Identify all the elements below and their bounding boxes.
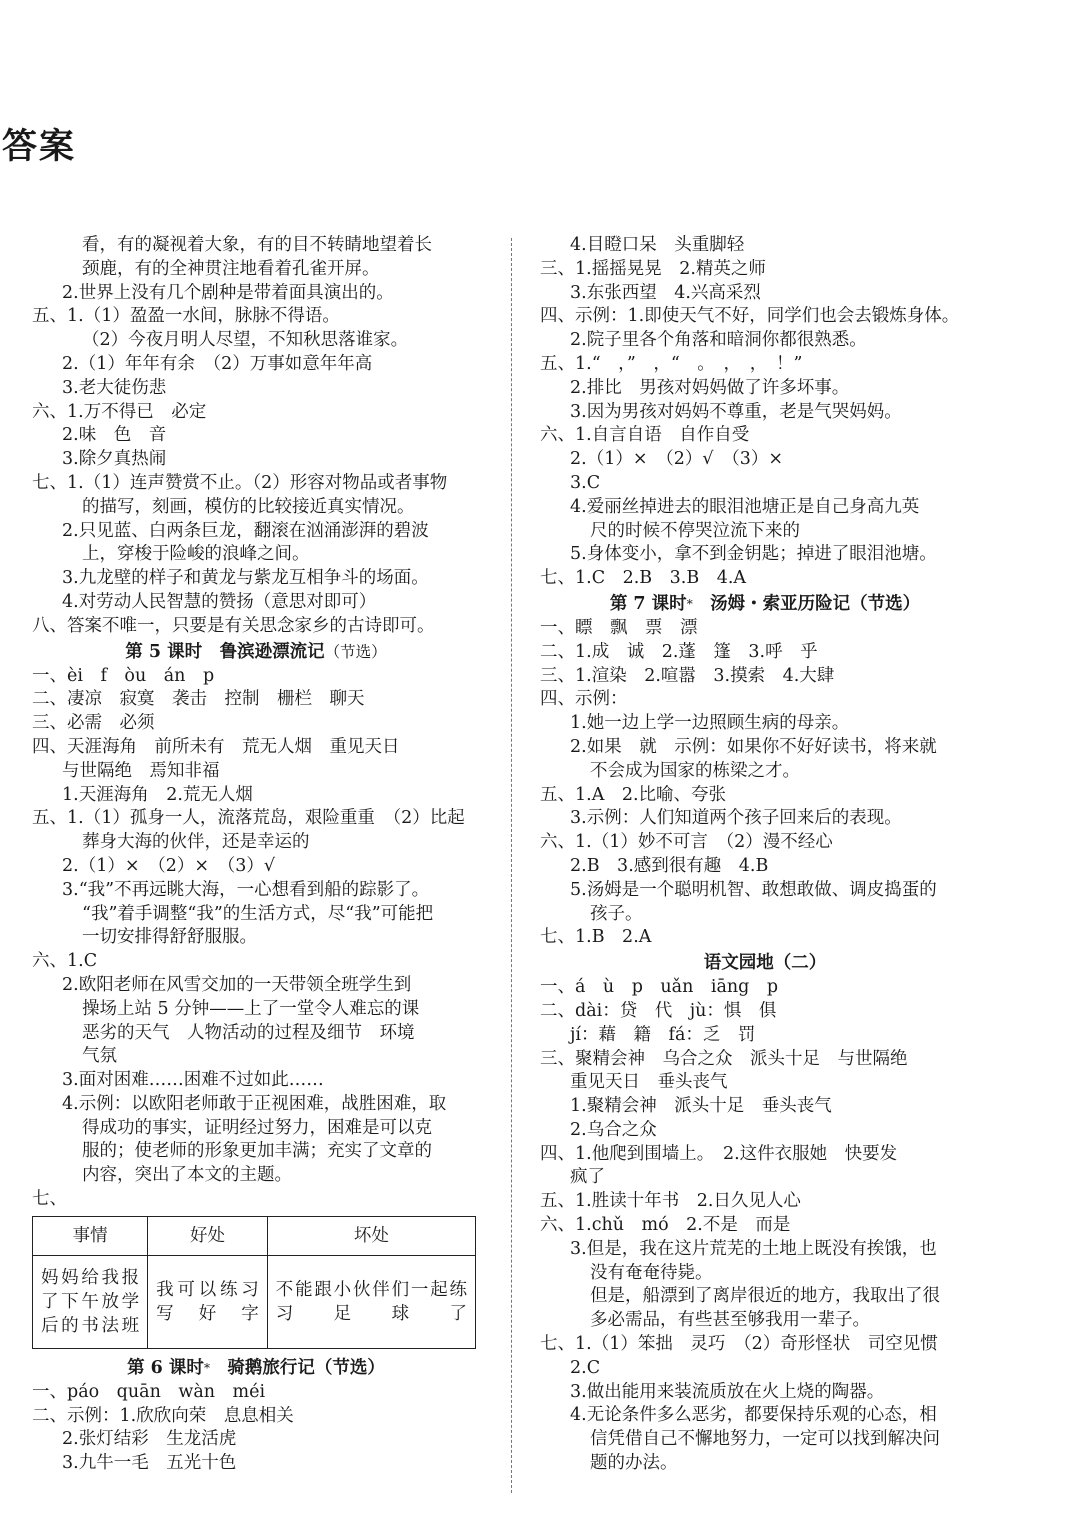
table-cell: 妈妈给我报了下午放学后的书法班 [33,1255,148,1348]
section-heading [540,591,990,617]
answer-line: 六、1.（1）妙不可言 （2）漫不经心 [540,832,833,853]
answer-line: 服的；使老师的形象更加丰满；充实了文章的 [82,1141,432,1162]
answer-line: 多必需品，有些甚至够我用一辈子。 [590,1310,870,1331]
table-cell: 我可以练习写好字 [148,1255,268,1348]
heading-star-mark: * [203,1360,210,1375]
answer-line: 二、1.成 诚 2.蓬 篷 3.呼 乎 [540,641,818,662]
answer-line: 4.示例：以欧阳老师敢于正视困难，战胜困难，取 [62,1093,447,1114]
column-divider [511,238,512,1493]
answer-line: （2）今夜月明人尽望，不知秋思落谁家。 [82,330,409,351]
answer-line: 2.院子里各个角落和暗洞你都很熟悉。 [570,330,867,351]
table-header-row [33,1216,476,1255]
answer-line: 2.排比 男孩对妈妈做了许多坏事。 [570,377,850,398]
answer-line: 5.身体变小，拿不到金钥匙；掉进了眼泪池塘。 [570,544,937,565]
answer-line: 2.（1）年年有余 （2）万事如意年年高 [62,353,373,374]
answer-line: 七、1.B 2.A [540,927,652,948]
answer-line: 三、1.摇摇晃晃 2.精英之师 [540,258,766,279]
answer-line: 2.如果 就 示例：如果你不好好读书，将来就 [570,736,937,757]
answer-line: 三、聚精会神 乌合之众 派头十足 与世隔绝 [540,1048,908,1069]
answer-line: 3.但是，我在这片荒芜的土地上既没有挨饿，也 [570,1238,937,1259]
answer-line: 3.C [570,472,601,493]
table-header-cell: 坏处 [267,1216,475,1255]
answer-line: 四、示例：1.即使天气不好，同学们也会去锻炼身体。 [540,306,960,327]
answer-line: 2.张灯结彩 生龙活虎 [62,1429,237,1450]
answer-line: 五、1.（1）盈盈一水间，脉脉不得语。 [32,306,340,327]
answer-line: 3.示例：人们知道两个孩子回来后的表现。 [570,808,902,829]
answer-line: 孩子。 [590,903,643,924]
answer-line: 六、1.万不得已 必定 [32,401,207,422]
answer-line: 一切安排得舒舒服服。 [82,927,257,948]
answer-line: 操场上站 5 分钟——上了一堂令人难忘的课 [82,998,420,1019]
answer-line: 信凭借自己不懈地努力，一定可以找到解决问 [590,1429,940,1450]
answer-line: 题的办法。 [590,1453,678,1474]
section-heading [32,639,480,665]
answer-line: 六、1.chǔ mó 2.不是 而是 [540,1215,791,1236]
answer-line: 六、1.自言自语 自作自受 [540,425,750,446]
answer-table [32,1216,476,1349]
answer-line: 2.只见蓝、白两条巨龙，翻滚在汹涌澎湃的碧波 [62,520,429,541]
answer-line: 一、瞟 飘 票 漂 [540,617,698,638]
answer-line: 3.九龙壁的样子和黄龙与紫龙互相争斗的场面。 [62,568,429,589]
answer-line: 内容，突出了本文的主题。 [82,1165,292,1186]
answer-line: 1.聚精会神 派头十足 垂头丧气 [570,1096,832,1117]
answer-line: 2.B 3.感到很有趣 4.B [570,855,769,876]
answer-line: 七、1.（1）笨拙 灵巧 （2）奇形怪状 司空见惯 [540,1334,938,1355]
answer-line: 2.乌合之众 [570,1119,657,1140]
answer-line: 3.做出能用来装流质放在火上烧的陶器。 [570,1381,885,1402]
answer-line: 上，穿梭于险峻的浪峰之间。 [82,544,310,565]
answer-line: 没有奄奄待毙。 [590,1262,713,1283]
answer-line: 1.她一边上学一边照顾生病的母亲。 [570,713,850,734]
answer-line: 疯了 [570,1167,605,1188]
answer-line: 尺的时候不停哭泣流下来的 [590,520,800,541]
answer-line: 得成功的事实，证明经过努力，困难是可以克 [82,1117,432,1138]
section-heading-lesson: 骑鹅旅行记（节选） [209,1357,385,1378]
answer-line: 3.除夕真热闹 [62,449,167,470]
answer-line: 的描写，刻画，模仿的比较接近真实情况。 [82,496,415,517]
answer-line: 3.面对困难……困难不过如此…… [62,1070,324,1091]
table-header-cell: 好处 [148,1216,268,1255]
answer-line: 4.爱丽丝掉进去的眼泪池塘正是自己身高九英 [570,496,920,517]
answer-line: 七、 [32,1189,67,1210]
answer-line: 三、1.渲染 2.喧嚣 3.摸索 4.大肆 [540,665,835,686]
answer-line: 四、示例： [540,689,628,710]
right-answer-lines [540,234,990,1476]
answer-line: 八、答案不唯一，只要是有关思念家乡的古诗即可。 [32,615,435,636]
answer-line: 5.汤姆是一个聪明机智、敢想敢做、调皮捣蛋的 [570,879,937,900]
answer-line: 四、天涯海角 前所未有 荒无人烟 重见天日 [32,736,400,757]
answer-line: 颈鹿，有的全神贯注地看着孔雀开屏。 [82,258,380,279]
section-heading-title: 第 7 课时 [609,593,687,614]
left-answer-lines-after-table [32,1355,480,1476]
answer-line: 2.欧阳老师在风雪交加的一天带领全班学生到 [62,974,412,995]
answer-line: 一、á ù p uǎn iāng p [540,977,779,998]
answer-line: “我”着手调整“我”的生活方式，尽“我”可能把 [82,903,434,924]
answer-line: 二、示例：1.欣欣向荣 息息相关 [32,1405,294,1426]
answer-line: 4.无论条件多么恶劣，都要保持乐观的心态，相 [570,1405,937,1426]
answer-line: 2.C [570,1357,601,1378]
answer-line: 五、1.（1）孤身一人，流落荒岛，艰险重重 （2）比起 [32,808,465,829]
section-heading-note: （节选） [324,642,387,661]
answer-line: 六、1.C [32,951,98,972]
section-heading-lesson: 汤姆・索亚历险记（节选） [692,593,921,614]
answer-line: 3.九牛一毛 五光十色 [62,1453,237,1474]
answer-line: 2.世界上没有几个剧种是带着面具演出的。 [62,282,394,303]
section-heading-title: 第 5 课时 鲁滨逊漂流记 [125,641,325,662]
section-heading-title: 第 6 课时 [127,1357,204,1378]
left-answer-lines [32,234,480,1212]
left-column [32,234,480,1476]
answer-line: 4.对劳动人民智慧的赞扬（意思对即可） [62,591,377,612]
answer-line: 三、必需 必须 [32,713,155,734]
section-heading [32,1355,480,1381]
answer-line: 2.（1）× （2）× （3）√ [62,855,276,876]
section-heading [540,950,990,976]
answer-line: 一、páo quān wàn méi [32,1381,266,1402]
answer-line: 2.（1）× （2）√ （3）× [570,449,784,470]
answer-line: 3.老大徒伤悲 [62,377,167,398]
answer-line: 与世隔绝 焉知非福 [62,760,220,781]
answer-line: 四、1.他爬到围墙上。 2.这件衣服她 快要发 [540,1143,898,1164]
answer-line: 一、èi f òu án p [32,665,215,686]
answer-line: 二、凄凉 寂寞 袭击 控制 栅栏 聊天 [32,689,365,710]
answer-line: 二、dài：贷 代 jù：惧 俱 [540,1000,777,1021]
page-title: 答案 [2,127,77,167]
heading-star-mark: * [686,596,693,611]
answer-line: 3.因为男孩对妈妈不尊重，老是气哭妈妈。 [570,401,902,422]
answer-line: 1.天涯海角 2.荒无人烟 [62,784,253,805]
answer-line: 3.“我”不再远眺大海，一心想看到船的踪影了。 [62,879,430,900]
section-heading-title: 语文园地（二） [703,953,827,974]
answer-line: 气氛 [82,1046,117,1067]
answer-line: jí：藉 籍 fá：乏 罚 [570,1024,756,1045]
answer-line: 重见天日 垂头丧气 [570,1072,728,1093]
answer-line: 2.味 色 音 [62,425,167,446]
answer-line: 五、1.“ ，” ，“ 。 ， ， ！” [540,353,803,374]
answer-line: 七、1.（1）连声赞赏不止。（2）形容对物品或者事物 [32,472,448,493]
answer-line: 葬身大海的伙伴，还是幸运的 [82,832,310,853]
answer-line: 五、1.胜读十年书 2.日久见人心 [540,1191,801,1212]
answer-line: 看，有的凝视着大象，有的目不转睛地望着长 [82,235,432,255]
table-row [33,1255,476,1348]
answer-line: 但是，船漂到了离岸很近的地方，我取出了很 [590,1286,940,1307]
answer-line: 4.目瞪口呆 头重脚轻 [570,235,745,255]
answer-line: 3.东张西望 4.兴高采烈 [570,282,761,303]
answer-line: 不会成为国家的栋梁之才。 [590,760,800,781]
right-column [540,234,990,1476]
answer-line: 五、1.A 2.比喻、夸张 [540,784,727,805]
answer-line: 七、1.C 2.B 3.B 4.A [540,568,747,589]
table-cell: 不能跟小伙伴们一起练习足球了 [267,1255,475,1348]
table-header-cell: 事情 [33,1216,148,1255]
answer-line: 恶劣的天气 人物活动的过程及细节 环境 [82,1022,415,1043]
